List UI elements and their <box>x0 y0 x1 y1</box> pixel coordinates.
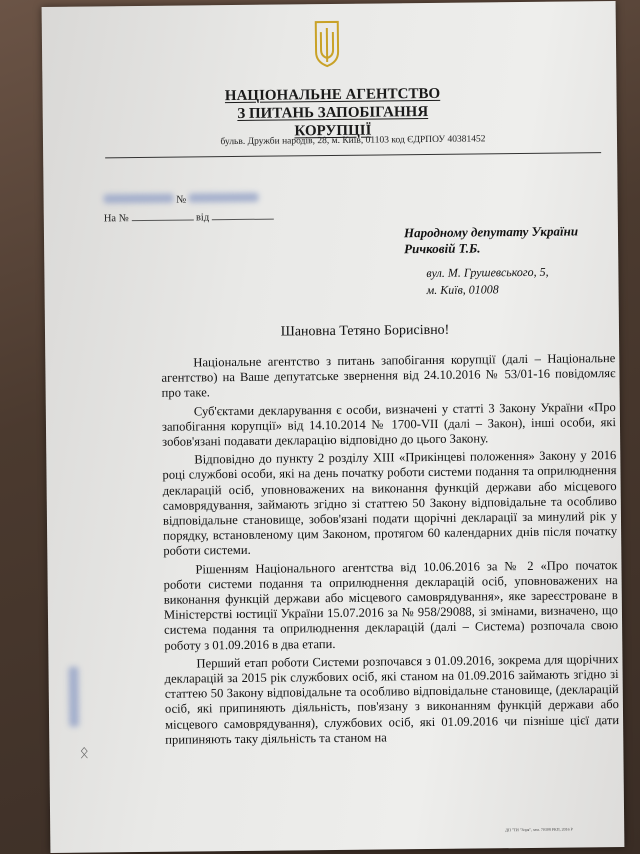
agency-name <box>197 85 468 142</box>
handwritten-mark-icon: ᛟ <box>79 744 90 762</box>
recipient-city: м. Київ, 01008 <box>426 282 499 298</box>
reply-number-blank <box>131 209 193 221</box>
reply-prefix: На № <box>103 213 129 225</box>
salutation: Шановна Тетяно Борисівно! <box>280 322 450 340</box>
paragraph: Рішенням Національного агентства від 10.06.2016 за № 2 «Про початок роботи системи подання та оприлюднення декларацій осіб, уповноважених на виконання функцій держави або місцевого самоврядування», яке зареєстроване в Міністерстві юстиції України 15.07.2016 за № 958/29088, зі змінами, визначено, що система подання та оприлюднення декларацій (далі – Система) розпочала свою роботу з 01.09.2016 в два етапи. <box>163 557 619 653</box>
redacted-margin-stamp <box>68 667 79 727</box>
agency-name-line1: НАЦІОНАЛЬНЕ АГЕНТСТВО <box>224 85 441 105</box>
recipient-street: вул. М. Грушевського, 5, <box>426 264 549 281</box>
number-symbol: № <box>176 194 187 206</box>
recipient-address <box>426 263 624 299</box>
paragraph: Відповідно до пункту 2 розділу XIII «Прикінцеві положення» Закону у 2016 році службові особи, які на день початку роботи системи подання та оприлюднення декларацій осіб, уповноважених на виконання функцій держави або місцевого самоврядування, займають згідно зі статтею 50 Закону відповідальне та особливо відповідальне становище, зобов'язані подати щорічні декларації за минулий рік у порядку, встановленому цим Законом, протягом 60 календарних днів після початку роботи системи. <box>162 448 618 559</box>
letter-page <box>42 1 625 853</box>
recipient-name: Ричковій Т.Б. <box>404 240 481 257</box>
outgoing-number-line <box>104 193 259 207</box>
agency-address: бульв. Дружби народів, 28, м. Київ, 01103 код ЄДРПОУ 40381452 <box>220 134 486 148</box>
paragraph: Національне агентство з питань запобігання корупції (далі – Національне агентство) на Ваше депутатське звернення від 24.10.2016 № 53/01-16 повідомляє про таке. <box>161 351 616 401</box>
recipient-title: Народному депутату України <box>403 223 579 241</box>
reply-to-line <box>104 209 274 225</box>
paragraph: Перший етап роботи Системи розпочався з 01.09.2016, зокрема для щорічних декларацій за 2015 рік службових осіб, які станом на 01.09.2016 займають згідно зі статтею 50 Закону відповідальне та особливо відповідальне становище, (декларацій осіб, які припиняють діяльність, пов'язану з виконанням функцій держави або місцевого самоврядування), службових осіб, які 01.09.2016 чи пізніше цієї дати припиняють таку діяльність та станом на <box>164 651 620 747</box>
header-divider <box>105 152 601 158</box>
redacted-number <box>189 193 259 203</box>
paragraph: Суб'єктами декларування є особи, визначені у статті 3 Закону України «Про запобігання корупції» від 14.10.2014 № 1700-VII (далі – Закон), інші особи, які зобов'язані подавати декларацію відповідно до цього Закону. <box>161 399 617 449</box>
reply-date-blank <box>212 209 274 221</box>
recipient-block <box>404 223 614 257</box>
from-label: від <box>195 212 210 224</box>
agency-name-line2: З ПИТАНЬ ЗАПОБІГАННЯ КОРУПЦІЇ <box>237 103 429 140</box>
redacted-date <box>104 194 174 204</box>
print-code: ДП "ТИ "Зоря", зам. 70308 РКП, 2016 Р <box>505 826 573 833</box>
trident-emblem-icon <box>312 18 343 68</box>
letter-body <box>161 351 619 751</box>
